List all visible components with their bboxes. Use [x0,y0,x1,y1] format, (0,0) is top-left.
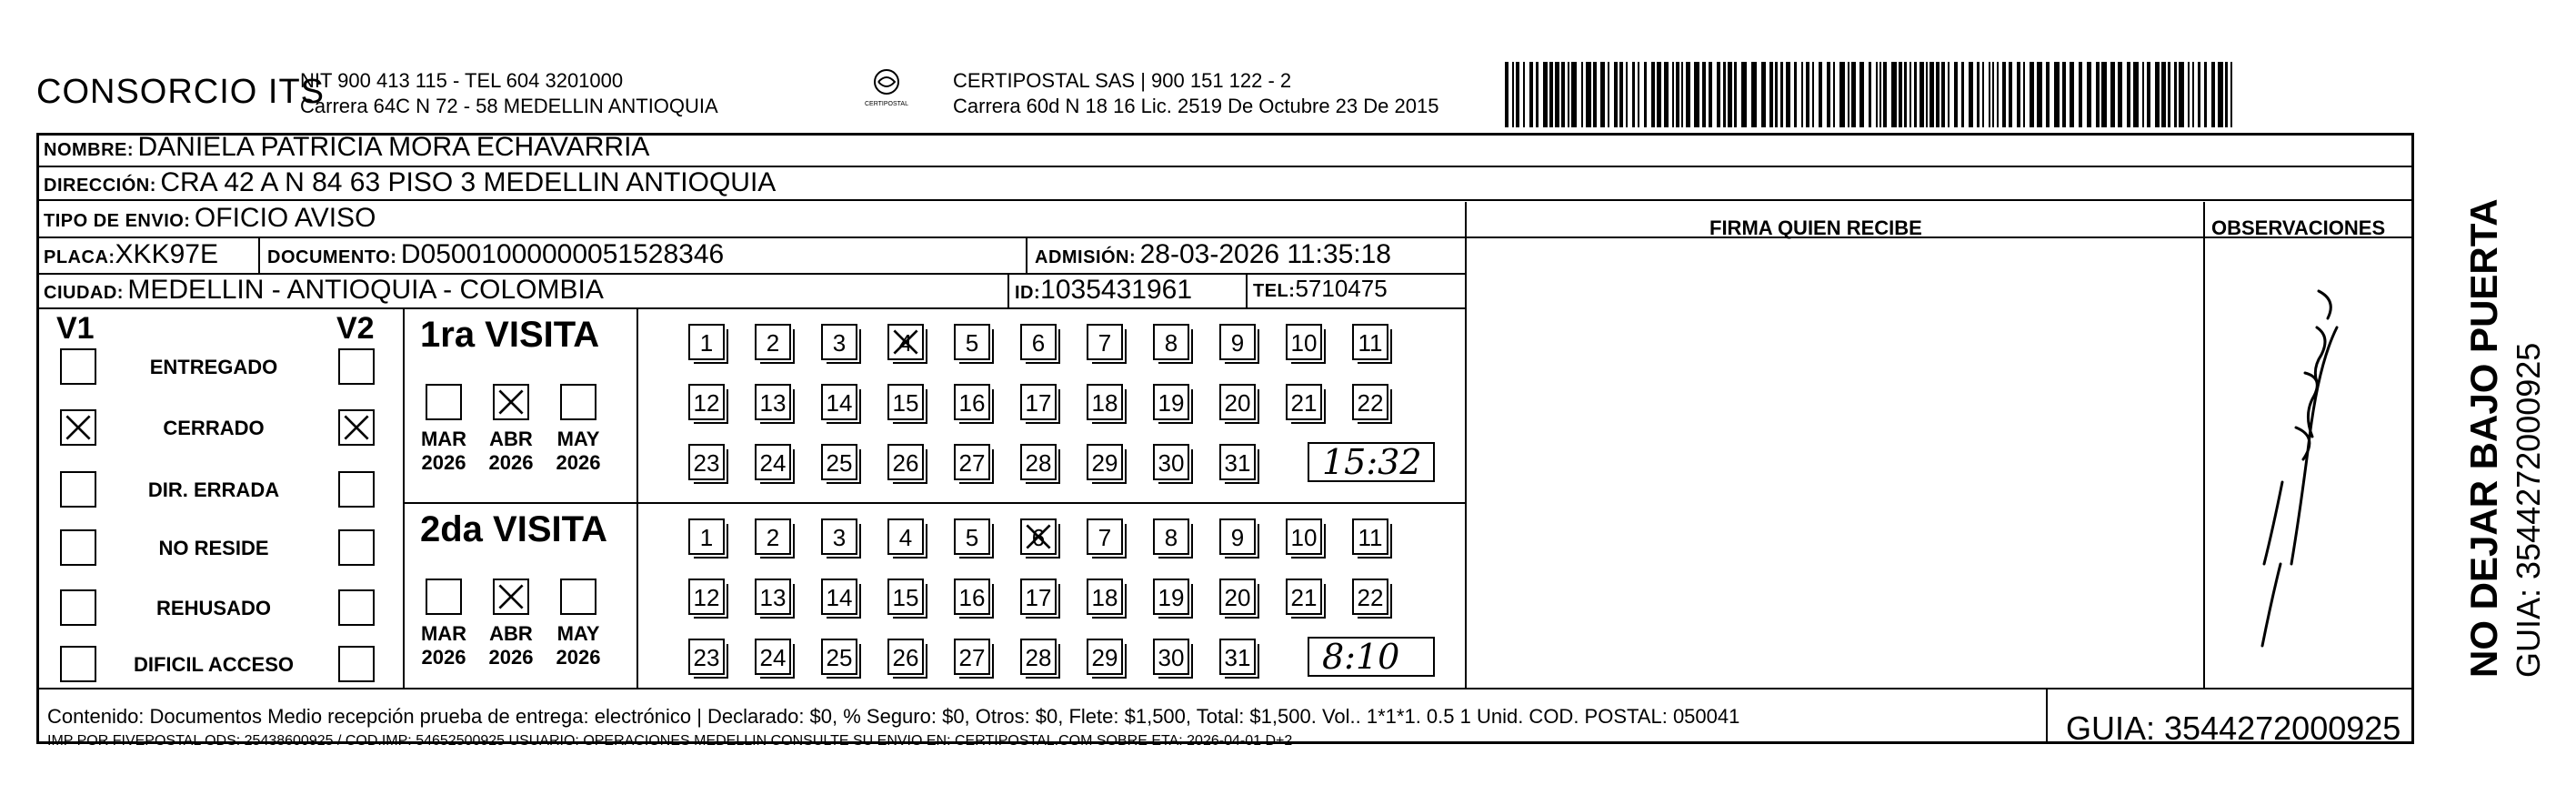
barcode-bar [2133,62,2139,127]
month-name: ABR [489,428,533,450]
barcode-bar [1619,62,1623,127]
barcode-bar [2168,62,2170,127]
barcode-bar [2062,62,2066,127]
side-guia-text: GUIA: 3544272000925 [2510,342,2547,678]
barcode-bar [2110,62,2115,127]
barcode-bar [1512,62,1514,127]
barcode-bar [2096,62,2100,127]
visit-title: 1ra VISITA [420,315,600,355]
barcode-bar [2127,62,2130,127]
id-field [1015,275,1192,306]
barcode-bar [2070,62,2074,127]
day-box[interactable]: 7 [1087,324,1123,360]
barcode-bar [1676,62,1679,127]
month-name: MAR [420,428,467,450]
v2-label: V2 [336,311,375,346]
time-box[interactable] [1308,442,1435,482]
status-label: DIR. ERRADA [147,478,280,501]
month-year: 2026 [421,451,466,474]
day-box[interactable]: 17 [1020,384,1057,420]
barcode-bar [1638,62,1639,127]
day-box[interactable]: 30 [1153,639,1189,675]
company-info [300,68,718,119]
barcode-bar [1549,62,1553,127]
month-name: MAY [556,428,600,450]
barcode-bar [1568,62,1569,127]
month-checkbox[interactable] [560,384,596,420]
certipostal-logo [855,65,918,111]
day-box[interactable]: 12 [688,384,725,420]
id-label: ID: [1015,283,1041,303]
barcode-bar [1751,62,1757,127]
barcode-bar [1936,62,1940,127]
barcode-bar [2147,62,2150,127]
day-box[interactable]: 4 [887,518,924,555]
day-box[interactable]: 23 [688,639,725,675]
x-mark-icon [1022,520,1055,553]
barcode-bar [1523,62,1525,127]
barcode-bar [1992,62,1994,127]
v1-label: V1 [56,311,95,346]
barcode-bar [2211,62,2215,127]
placa-label: PLACA: [44,247,115,267]
barcode-bar [1961,62,1964,127]
month-year: 2026 [556,646,601,669]
barcode-bar [1608,62,1609,127]
day-box[interactable]: 27 [954,444,990,480]
day-box[interactable]: 6 [1020,518,1057,555]
firma-label: FIRMA QUIEN RECIBE [1709,216,1922,239]
barcode-bar [1593,62,1597,127]
footer-contents: Contenido: Documentos Medio recepción prueba de entrega: electrónico | Declarado: $0, % Seguro: $0, Otros: $0, Flete: $1,500, Total: $1,500. Vol.. 1*1*1. 0.5 1 Unid. COD. POSTAL: 050041 [47,705,1740,728]
barcode-bar [1561,62,1565,127]
barcode-bar [2087,62,2091,127]
day-box[interactable]: 14 [821,579,857,615]
barcode-bar [1657,62,1661,127]
barcode-bar [1769,62,1773,127]
barcode-bar [1632,62,1635,127]
day-box[interactable]: 7 [1087,518,1123,555]
day-box[interactable]: 17 [1020,579,1057,615]
day-box[interactable]: 29 [1087,639,1123,675]
barcode-bar [1651,62,1655,127]
barcode-bar [1717,62,1720,127]
barcode-bar [1694,62,1699,127]
day-box[interactable]: 11 [1352,324,1388,360]
status-label: REHUSADO [156,597,271,619]
tipo-label: TIPO DE ENVIO: [44,211,191,231]
barcode-bar [2030,62,2034,127]
barcode-bar [2101,62,2107,127]
x-mark-icon [62,411,95,444]
no-dejar-text: NO DEJAR BAJO PUERTA [2462,198,2505,678]
barcode-bar [1851,62,1856,127]
barcode-bar [1982,62,1984,127]
certipostal-line: CERTIPOSTAL SAS | 900 151 122 - 2 [953,69,1292,92]
barcode-bar [1709,62,1712,127]
day-box[interactable]: 6 [1020,324,1057,360]
address-line: Carrera 64C N 72 - 58 MEDELLIN ANTIOQUIA [300,95,718,117]
barcode-bar [1626,62,1628,127]
day-box[interactable]: 25 [821,639,857,675]
barcode-bar [1780,62,1783,127]
v2-checkbox[interactable] [338,589,375,626]
month-year: 2026 [556,451,601,474]
barcode-bar [1859,62,1864,127]
barcode-bar [2118,62,2122,127]
day-box[interactable]: 23 [688,444,725,480]
day-box[interactable]: 16 [954,384,990,420]
barcode-bar [1516,62,1519,127]
barcode-bar [1543,62,1548,127]
barcode-bar [2204,62,2207,127]
x-mark-icon [889,326,922,358]
barcode-bar [1919,62,1924,127]
barcode-bar [1876,62,1878,127]
barcode-bar [1954,62,1958,127]
day-box[interactable]: 5 [954,324,990,360]
barcode-bar [1505,62,1509,127]
month-checkbox[interactable] [560,579,596,615]
barcode-bar [1929,62,1934,127]
barcode-bar [1581,62,1583,127]
day-box[interactable]: 22 [1352,579,1388,615]
barcode-bar [2155,62,2160,127]
tipo-row [44,203,376,234]
nit-line: NIT 900 413 115 - TEL 604 3201000 [300,69,624,92]
month-checkbox[interactable] [426,579,462,615]
admision-field [1035,239,1391,270]
barcode-bar [1926,62,1928,127]
x-mark-icon [340,411,373,444]
barcode-bar [2198,62,2200,127]
day-box[interactable]: 20 [1219,579,1256,615]
barcode-bar [2179,62,2184,127]
day-box[interactable]: 20 [1219,384,1256,420]
placa-value: XKK97E [115,239,218,269]
barcode-bar [1786,62,1790,127]
barcode-bar [2023,62,2025,127]
documento-value: D05001000000051528346 [400,239,725,269]
barcode-bar [2054,62,2060,127]
month-checkbox[interactable] [493,579,529,615]
direccion-value: CRA 42 A N 84 63 PISO 3 MEDELLIN ANTIOQUIA [160,167,777,197]
barcode-bar [1571,62,1577,127]
barcode-bar [1644,62,1647,127]
barcode-bar [1775,62,1778,127]
barcode-bar [2017,62,2020,127]
x-mark-icon [495,386,527,418]
month-checkbox[interactable] [426,384,462,420]
day-box[interactable]: 31 [1219,444,1256,480]
day-box[interactable]: 12 [688,579,725,615]
day-box[interactable]: 31 [1219,639,1256,675]
month-label [479,428,543,475]
barcode-bar [1989,62,1990,127]
day-box[interactable]: 21 [1286,579,1322,615]
day-box[interactable]: 3 [821,324,857,360]
barcode-bar [1904,62,1907,127]
barcode-bar [1869,62,1871,127]
id-value: 1035431961 [1040,275,1193,305]
barcode-bar [1723,62,1726,127]
status-label: CERRADO [163,417,265,439]
day-box[interactable]: 26 [887,639,924,675]
day-box[interactable]: 28 [1020,639,1057,675]
barcode-bar [1914,62,1917,127]
ciudad-value: MEDELLIN - ANTIOQUIA - COLOMBIA [127,275,604,305]
placa-field [44,239,218,270]
ciudad-label: CIUDAD: [44,283,124,303]
barcode-bar [2218,62,2223,127]
day-box[interactable]: 8 [1153,518,1189,555]
day-box[interactable]: 28 [1020,444,1057,480]
observaciones-label: OBSERVACIONES [2211,216,2386,239]
day-box[interactable]: 14 [821,384,857,420]
day-box[interactable]: 2 [755,518,791,555]
day-box[interactable]: 27 [954,639,990,675]
month-year: 2026 [488,646,534,669]
tel-label: TEL: [1253,281,1296,301]
month-name: MAY [556,622,600,645]
day-box[interactable]: 1 [688,518,725,555]
day-box[interactable]: 11 [1352,518,1388,555]
barcode-bar [1555,62,1559,127]
day-box[interactable]: 13 [755,579,791,615]
tel-value: 5710475 [1295,275,1388,302]
day-box[interactable]: 9 [1219,324,1256,360]
license-line: Carrera 60d N 18 16 Lic. 2519 De Octubre 23 De 2015 [953,95,1439,117]
barcode-bar [2009,62,2012,127]
handwritten-signature [2210,264,2401,682]
barcode-bar [1761,62,1766,127]
barcode-bar [1664,62,1669,127]
day-box[interactable]: 10 [1286,518,1322,555]
barcode-bar [1891,62,1897,127]
barcode-bar [1672,62,1674,127]
day-box[interactable]: 9 [1219,518,1256,555]
month-name: ABR [489,622,533,645]
time-value: 15:32 [1322,442,1422,482]
barcode-bar [1812,62,1814,127]
month-year: 2026 [421,646,466,669]
barcode-bar [1614,62,1618,127]
barcode-bar [2188,62,2190,127]
day-box[interactable]: 2 [755,324,791,360]
barcode-bar [1794,62,1797,127]
barcode-bar [1848,62,1849,127]
barcode-bar [1827,62,1830,127]
barcode-bar [1806,62,1809,127]
tel-field [1253,275,1388,303]
day-box[interactable]: 16 [954,579,990,615]
barcode-bar [1819,62,1822,127]
v2-checkbox[interactable] [338,646,375,682]
barcode-bar [1977,62,1980,127]
day-box[interactable]: 22 [1352,384,1388,420]
barcode-bar [1899,62,1902,127]
day-box[interactable]: 24 [755,639,791,675]
barcode-bar [1586,62,1591,127]
day-box[interactable]: 10 [1286,324,1322,360]
month-label [546,428,610,475]
month-label [412,622,476,669]
barcode-bar [1536,62,1539,127]
day-box[interactable]: 3 [821,518,857,555]
time-box[interactable] [1308,637,1435,677]
day-box[interactable]: 26 [887,444,924,480]
barcode-bar [1686,62,1690,127]
day-box[interactable]: 15 [887,384,924,420]
company-name: CONSORCIO ITS [36,73,326,111]
tipo-value: OFICIO AVISO [194,203,376,233]
barcode-bar [1741,62,1747,127]
day-box[interactable]: 21 [1286,384,1322,420]
day-box[interactable]: 15 [887,579,924,615]
barcode-bar [1997,62,1999,127]
admision-value: 28-03-2026 11:35:18 [1139,239,1391,269]
guia-number: GUIA: 3544272000925 [2066,709,2401,747]
barcode [1505,62,2232,127]
barcode-bar [1728,62,1732,127]
day-box[interactable]: 19 [1153,384,1189,420]
day-box[interactable]: 1 [688,324,725,360]
certipostal-info [953,68,1438,119]
v2-checkbox[interactable] [338,529,375,566]
day-box[interactable]: 8 [1153,324,1189,360]
day-box[interactable]: 18 [1087,579,1123,615]
barcode-bar [1734,62,1737,127]
ciudad-row [44,275,604,306]
barcode-bar [1600,62,1605,127]
barcode-bar [1702,62,1706,127]
month-name: MAR [420,622,467,645]
direccion-row [44,167,776,198]
nombre-label: NOMBRE: [44,140,135,160]
barcode-bar [2037,62,2042,127]
month-year: 2026 [488,451,534,474]
documento-label: DOCUMENTO: [267,247,397,267]
logo-text: CERTIPOSTAL [865,101,908,107]
day-box[interactable]: 30 [1153,444,1189,480]
day-box[interactable]: 18 [1087,384,1123,420]
month-label [412,428,476,475]
month-label [546,622,610,669]
visit-title: 2da VISITA [420,509,607,549]
barcode-bar [1833,62,1835,127]
day-box[interactable]: 4 [887,324,924,360]
barcode-bar [1909,62,1911,127]
barcode-bar [2002,62,2006,127]
barcode-bar [2079,62,2082,127]
barcode-bar [1941,62,1945,127]
day-box[interactable]: 5 [954,518,990,555]
barcode-bar [1801,62,1803,127]
v2-checkbox[interactable] [338,409,375,446]
barcode-bar [2192,62,2194,127]
status-label: DIFICIL ACCESO [133,653,294,676]
admision-label: ADMISIÓN: [1035,247,1137,267]
barcode-bar [1839,62,1845,127]
footer-print-info: IMP POR FIVEPOSTAL ODS: 25438600925 / COD.IMP: 54652500925 USUARIO: OPERACIONES MEDELLIN CONSULTE SU ENVIO EN: CERTIPOSTAL.COM SOBRE ETA: 2026-04-01 D+2 [47,733,1293,749]
barcode-bar [2142,62,2144,127]
x-mark-icon [495,580,527,613]
v2-checkbox[interactable] [338,471,375,508]
month-label [479,622,543,669]
day-box[interactable]: 25 [821,444,857,480]
barcode-bar [2230,62,2232,127]
day-box[interactable]: 24 [755,444,791,480]
barcode-bar [1969,62,1973,127]
barcode-bar [2174,62,2177,127]
documento-field [267,239,724,270]
v2-checkbox[interactable] [338,348,375,385]
barcode-bar [1948,62,1950,127]
barcode-bar [2225,62,2228,127]
time-value: 8:10 [1322,637,1400,677]
barcode-bar [1529,62,1533,127]
month-checkbox[interactable] [493,384,529,420]
barcode-bar [1681,62,1683,127]
status-label: ENTREGADO [149,356,278,378]
status-label: NO RESIDE [158,537,269,559]
direccion-label: DIRECCIÓN: [44,176,156,196]
barcode-bar [1879,62,1881,127]
barcode-bar [2161,62,2166,127]
nombre-row [44,132,649,163]
day-box[interactable]: 29 [1087,444,1123,480]
day-box[interactable]: 13 [755,384,791,420]
barcode-bar [1883,62,1887,127]
day-box[interactable]: 19 [1153,579,1189,615]
nombre-value: DANIELA PATRICIA MORA ECHAVARRIA [137,132,650,162]
barcode-bar [2046,62,2050,127]
